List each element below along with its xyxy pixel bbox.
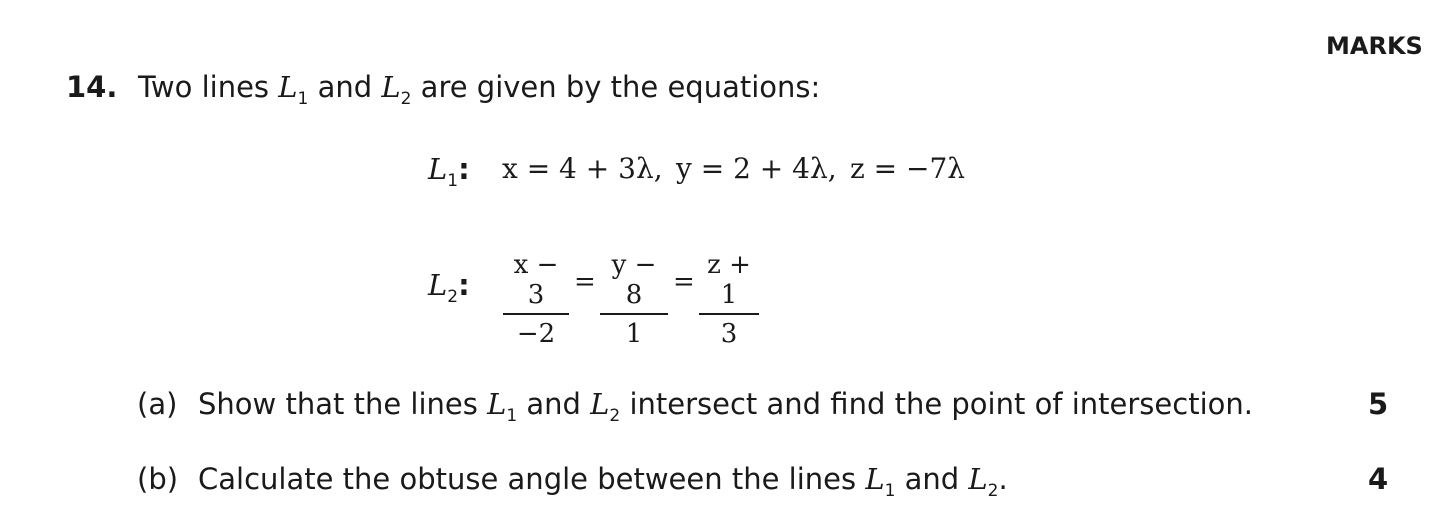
fraction-x-numerator: x − 3	[513, 250, 559, 310]
fraction-z-denominator: 3	[720, 318, 738, 349]
part-a-line2-symbol: $L_2$	[590, 387, 621, 426]
line2-symbol: $L_2$	[381, 70, 412, 109]
fraction-z-numerator: z + 1	[707, 250, 751, 310]
fraction-y-numerator: y − 8	[611, 250, 657, 310]
part-b-text: Calculate the obtuse angle between the lines $L_1$ and $L_2$.	[198, 462, 1008, 501]
l1-z-equation: z = −7λ	[850, 152, 966, 185]
l1-y-equation: y = 2 + 4λ,	[676, 152, 837, 185]
part-b-marks: 4	[1368, 462, 1389, 496]
fraction-y	[600, 250, 668, 349]
marks-header: MARKS	[1326, 32, 1423, 60]
fraction-x-bar	[503, 313, 569, 315]
fraction-x	[503, 250, 569, 349]
question-intro	[138, 70, 821, 109]
part-a-marks: 5	[1368, 387, 1389, 421]
l1-x-equation: x = 4 + 3λ,	[502, 152, 663, 185]
l1-label: $L_1$:	[428, 152, 470, 191]
part-a-label: (a)	[137, 387, 178, 421]
part-a-line1-symbol: $L_1$	[487, 387, 518, 426]
intro-before: Two lines	[138, 70, 270, 104]
part-b-line1-symbol: $L_1$	[865, 462, 896, 501]
intro-after: are given by the equations:	[420, 70, 821, 104]
equals-sign-1: =	[574, 267, 596, 297]
intro-middle: and	[317, 70, 373, 104]
l2-label: $L_2$:	[428, 268, 470, 307]
part-b-label: (b)	[137, 462, 179, 496]
equals-sign-2: =	[673, 267, 695, 297]
fraction-x-denominator: −2	[516, 318, 556, 349]
fraction-z-bar	[699, 313, 759, 315]
part-a-text: Show that the lines $L_1$ and $L_2$ intersect and find the point of intersection.	[198, 387, 1253, 426]
fraction-y-denominator: 1	[625, 318, 643, 349]
line1-symbol: $L_1$	[278, 70, 309, 109]
question-number: 14.	[66, 70, 118, 104]
fraction-y-bar	[600, 313, 668, 315]
part-b-line2-symbol: $L_2$	[968, 462, 999, 501]
fraction-z	[699, 250, 759, 349]
